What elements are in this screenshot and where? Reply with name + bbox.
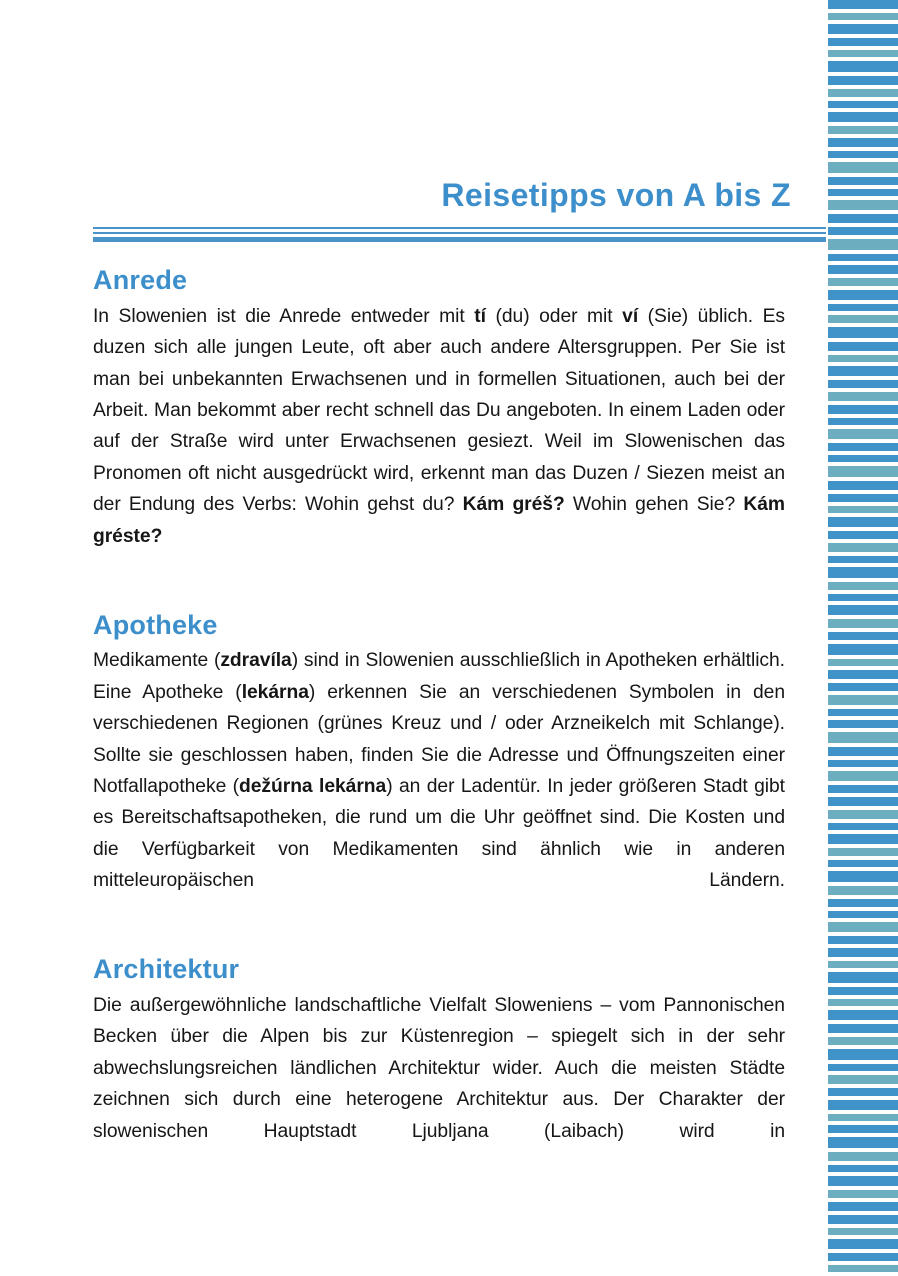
text-run: Wohin gehen Sie? <box>564 494 744 516</box>
text-run: (du) oder mit <box>485 305 623 327</box>
stripe-line <box>828 747 898 756</box>
stripe-line <box>828 418 898 425</box>
stripe-line <box>828 670 898 679</box>
stripe-line <box>828 961 898 968</box>
stripe-line <box>828 860 898 867</box>
stripe-line <box>828 605 898 615</box>
stripe-line <box>828 1202 898 1211</box>
stripe-line <box>828 582 898 590</box>
stripe-line <box>828 138 898 147</box>
stripe-line <box>828 405 898 414</box>
stripe-line <box>828 1253 898 1261</box>
stripe-line <box>828 1010 898 1020</box>
stripe-line <box>828 1064 898 1071</box>
stripe-line <box>828 13 898 20</box>
section-heading-anrede: Anrede <box>93 265 188 295</box>
stripe-line <box>828 797 898 806</box>
thin-rule-middle <box>93 232 826 234</box>
stripe-line <box>828 1152 898 1161</box>
stripe-line <box>828 214 898 223</box>
stripe-line <box>828 177 898 185</box>
stripe-line <box>828 466 898 477</box>
stripe-line <box>828 1190 898 1198</box>
stripe-line <box>828 1265 898 1272</box>
header-rule-group <box>93 227 826 242</box>
stripe-line <box>828 1239 898 1249</box>
thick-rule-bottom <box>93 237 826 242</box>
stripe-line <box>828 632 898 640</box>
text-run: ) erkennen Sie an verschiedenen Symbolen in den verschiedenen Regionen (grünes Kreuz und / oder Arzneikelch mit Schlange). Sollte sie geschlossen haben, finden Sie die Adresse und Öffnungszeiten einer Notfallapotheke ( <box>93 681 786 797</box>
stripe-line <box>828 290 898 300</box>
section-architektur <box>93 954 785 1178</box>
section-heading-apotheke: Apotheke <box>93 609 218 640</box>
stripe-line <box>828 0 898 9</box>
emphasis-term: Kám gréš? <box>462 494 565 516</box>
stripe-line <box>828 38 898 46</box>
stripe-line <box>828 1049 898 1060</box>
stripe-line <box>828 265 898 274</box>
stripe-line <box>828 89 898 97</box>
stripe-line <box>828 683 898 691</box>
stripe-line <box>828 1037 898 1045</box>
stripe-line <box>828 987 898 995</box>
stripe-line <box>828 834 898 844</box>
text-run: In Slowenien ist die Anrede entweder mit <box>93 305 475 327</box>
stripe-line <box>828 1137 898 1148</box>
emphasis-term: ví <box>622 305 639 327</box>
thin-rule-top <box>93 227 826 229</box>
stripe-line <box>828 112 898 122</box>
stripe-line <box>828 1100 898 1110</box>
stripe-line <box>828 567 898 578</box>
stripe-line <box>828 380 898 388</box>
stripe-line <box>828 24 898 34</box>
stripe-line <box>828 810 898 819</box>
stripe-line <box>828 278 898 286</box>
stripe-line <box>828 162 898 173</box>
stripe-line <box>828 239 898 250</box>
stripe-line <box>828 823 898 830</box>
stripe-line <box>828 619 898 628</box>
paragraph-anrede <box>93 301 785 584</box>
stripe-line <box>828 517 898 527</box>
stripe-line <box>828 1075 898 1084</box>
stripe-line <box>828 556 898 563</box>
stripe-line <box>828 709 898 716</box>
stripe-line <box>828 1165 898 1172</box>
text-run: Die außergewöhnliche landschaftliche Vielfalt Sloweniens – vom Pannonischen Becken über die Alpen bis zur Küstenregion – spiegelt sich in der sehr abwechslungsreichen ländlichen Architektur wider. Auch die meisten Städte zeichnen sich durch eine heterogene Architektur aus. Der Charakter der slowenischen Hauptstadt Ljubljana (Laibach) wird in <box>93 994 785 1142</box>
stripe-line <box>828 972 898 983</box>
stripe-line <box>828 254 898 261</box>
article-body <box>93 265 785 1178</box>
stripe-line <box>828 61 898 72</box>
stripe-line <box>828 200 898 210</box>
stripe-line <box>828 50 898 57</box>
text-run: ) sind in Slowenien ausschließlich in Apotheken erhältlich. Eine Apotheke ( <box>93 650 785 703</box>
paragraph-apotheke <box>93 645 785 928</box>
stripe-line <box>828 76 898 85</box>
stripe-line <box>828 911 898 918</box>
stripe-line <box>828 720 898 728</box>
stripe-line <box>828 695 898 705</box>
stripe-line <box>828 871 898 882</box>
stripe-line <box>828 506 898 513</box>
text-run: (Sie) üblich. Es duzen sich alle jungen Leute, oft aber auch andere Altersgruppen. Per Sie ist man bei unbekannten Erwachsenen und in formellen Situationen, auch bei der Arbeit. Man bekommt aber recht schnell das Du angeboten. In einem Laden oder auf der Straße wird unter Erwachsenen gesiezt. Weil im Slowenischen das Pronomen oft nicht ausgedrückt wird, erkennt man das Duzen / Siezen meist an der Endung des Verbs: Wohin gehst du? <box>93 305 785 516</box>
stripe-line <box>828 1088 898 1096</box>
stripe-line <box>828 392 898 401</box>
stripe-line <box>828 1024 898 1033</box>
stripe-line <box>828 494 898 502</box>
running-head-title: Reisetipps von A bis Z <box>441 177 791 213</box>
stripe-line <box>828 327 898 338</box>
stripe-line <box>828 366 898 376</box>
stripe-line <box>828 101 898 108</box>
stripe-line <box>828 1215 898 1224</box>
emphasis-term: dežúrna lekárna <box>239 776 387 797</box>
stripe-line <box>828 531 898 539</box>
stripe-line <box>828 899 898 907</box>
section-anrede <box>93 265 785 584</box>
stripe-line <box>828 1125 898 1133</box>
stripe-line <box>828 848 898 856</box>
stripe-line <box>828 732 898 743</box>
stripe-line <box>828 1176 898 1186</box>
stripe-line <box>828 785 898 793</box>
emphasis-term: zdravíla <box>220 650 292 672</box>
stripe-line <box>828 342 898 351</box>
stripe-line <box>828 151 898 158</box>
emphasis-term: Kám gréste? <box>93 494 786 547</box>
stripe-line <box>828 543 898 552</box>
stripe-line <box>828 936 898 944</box>
stripe-line <box>828 1228 898 1235</box>
stripe-line <box>828 922 898 932</box>
stripe-line <box>828 659 898 666</box>
stripe-line <box>828 948 898 957</box>
emphasis-term: tí <box>474 305 486 327</box>
stripe-line <box>828 304 898 311</box>
stripe-line <box>828 189 898 196</box>
section-heading-architektur: Architektur <box>93 954 240 985</box>
stripe-line <box>828 481 898 490</box>
stripe-line <box>828 999 898 1006</box>
stripe-line <box>828 886 898 895</box>
edge-stripe-pattern <box>828 0 898 1276</box>
stripe-line <box>828 771 898 781</box>
stripe-line <box>828 455 898 462</box>
stripe-line <box>828 443 898 451</box>
stripe-line <box>828 1114 898 1121</box>
section-apotheke <box>93 610 785 929</box>
stripe-line <box>828 644 898 655</box>
stripe-line <box>828 429 898 439</box>
text-run: Medikamente ( <box>93 650 221 672</box>
stripe-line <box>828 315 898 323</box>
stripe-line <box>828 760 898 767</box>
stripe-line <box>828 355 898 362</box>
emphasis-term: lekárna <box>241 681 309 703</box>
paragraph-architektur <box>93 990 785 1178</box>
text-run: ) an der Ladentür. In jeder größeren Stadt gibt es Bereitschaftsapotheken, die rund um die Uhr geöffnet sind. Die Kosten und die Verfügbarkeit von Medikamenten sind ähnlich wie in anderen mitteleuropäischen Ländern. <box>93 776 785 892</box>
stripe-line <box>828 594 898 601</box>
stripe-line <box>828 126 898 134</box>
stripe-line <box>828 227 898 235</box>
